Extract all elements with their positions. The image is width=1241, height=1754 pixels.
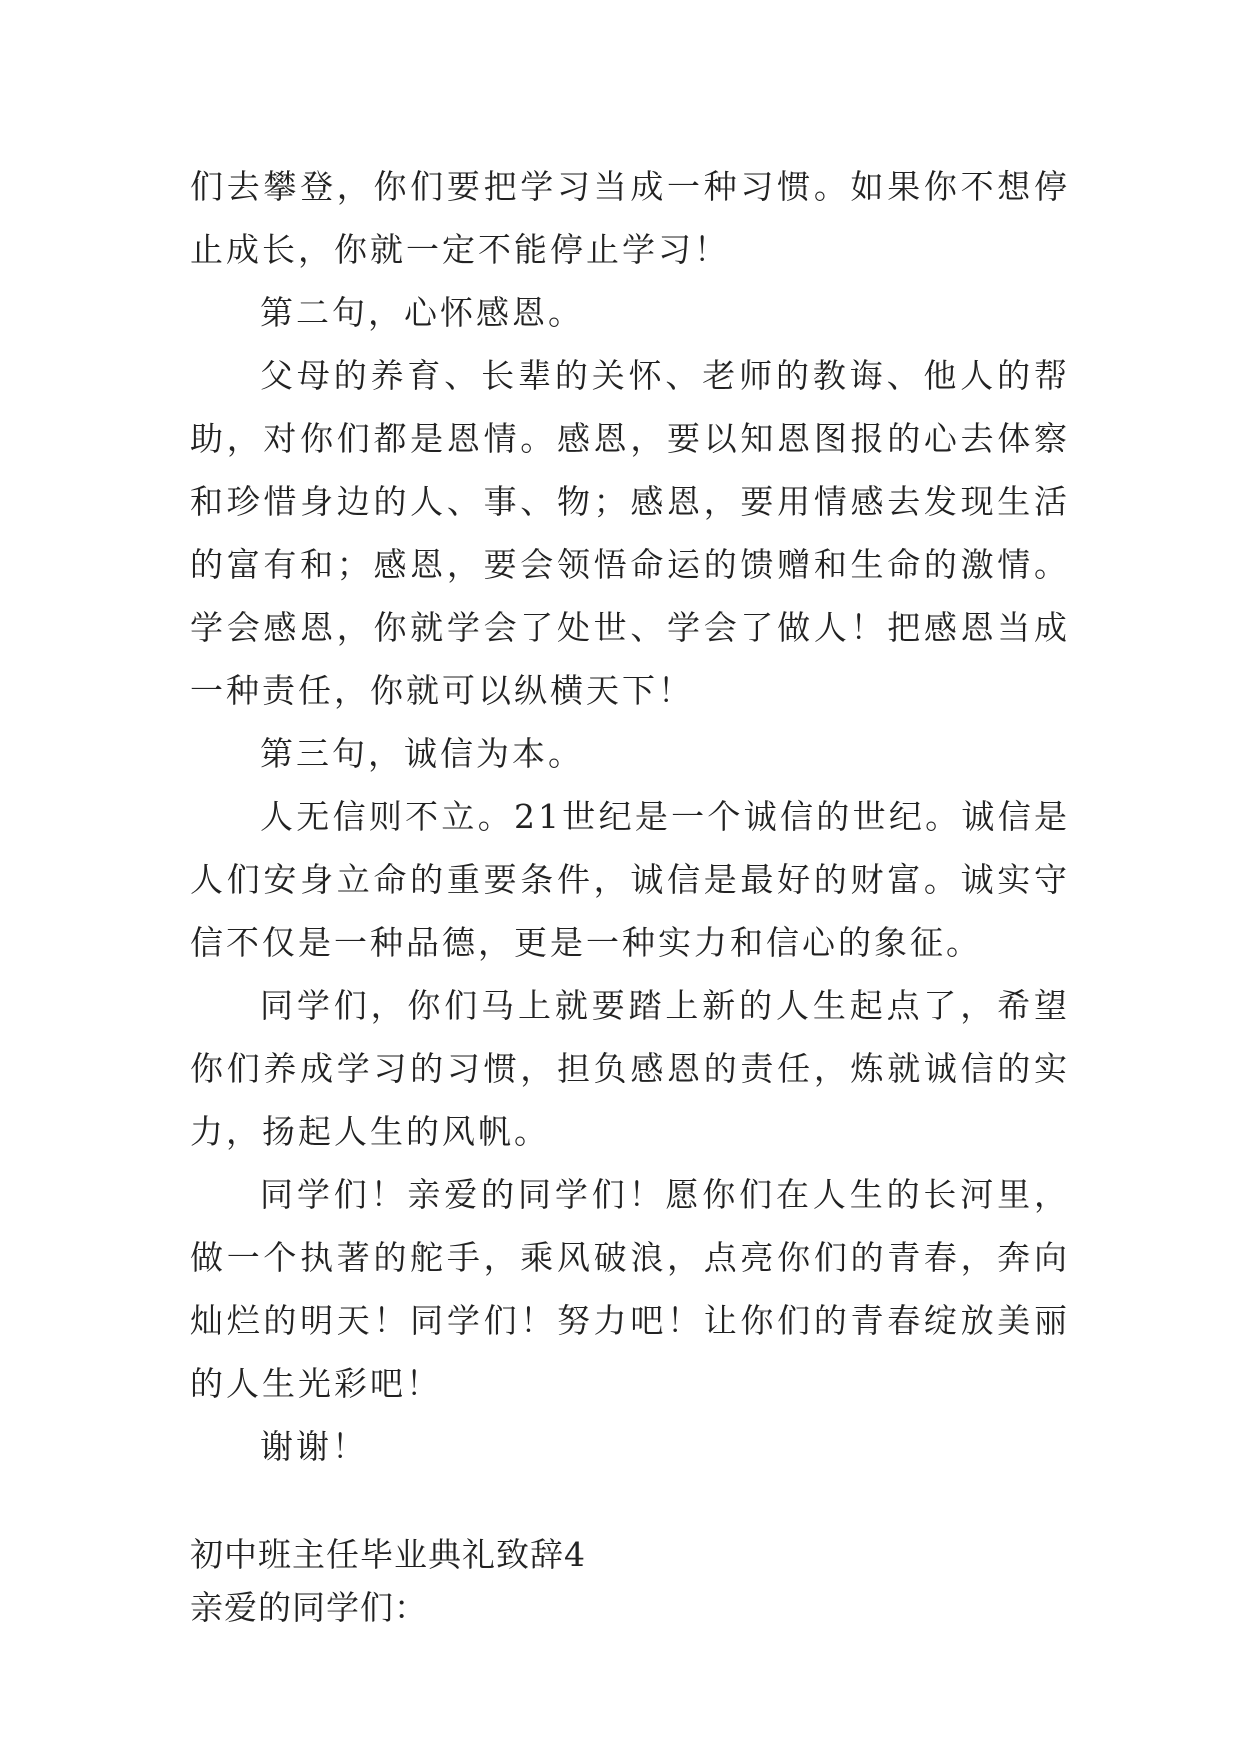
body-paragraph: 同学们，你们马上就要踏上新的人生起点了，希望你们养成学习的习惯，担负感恩的责任，炼就诚信的实力，扬起人生的风帆。 [190, 986, 1070, 1151]
body-paragraph: 们去攀登，你们要把学习当成一种习惯。如果你不想停止成长，你就一定不能停止学习！ [190, 167, 1070, 269]
body-paragraph: 第二句，心怀感恩。 [260, 293, 584, 332]
body-paragraph: 谢谢！ [260, 1427, 368, 1466]
document-body [190, 155, 1070, 1634]
body-paragraph: 同学们！亲爱的同学们！愿你们在人生的长河里，做一个执著的舵手，乘风破浪，点亮你们的青春，奔向灿烂的明天！同学们！努力吧！让你们的青春绽放美丽的人生光彩吧！ [190, 1175, 1070, 1403]
salutation: 亲爱的同学们： [190, 1588, 428, 1627]
body-paragraph: 人无信则不立。21世纪是一个诚信的世纪。诚信是人们安身立命的重要条件，诚信是最好的财富。诚实守信不仅是一种品德，更是一种实力和信心的象征。 [190, 797, 1070, 962]
section-title: 初中班主任毕业典礼致辞4 [190, 1535, 586, 1574]
body-paragraph: 第三句，诚信为本。 [260, 734, 584, 773]
body-paragraph: 父母的养育、长辈的关怀、老师的教诲、他人的帮助，对你们都是恩情。感恩，要以知恩图报的心去体察和珍惜身边的人、事、物；感恩，要用情感去发现生活的富有和；感恩，要会领悟命运的馈赠和生命的激情。学会感恩，你就学会了处世、学会了做人！把感恩当成一种责任，你就可以纵横天下！ [190, 356, 1070, 710]
section-spacer [190, 1478, 1070, 1528]
